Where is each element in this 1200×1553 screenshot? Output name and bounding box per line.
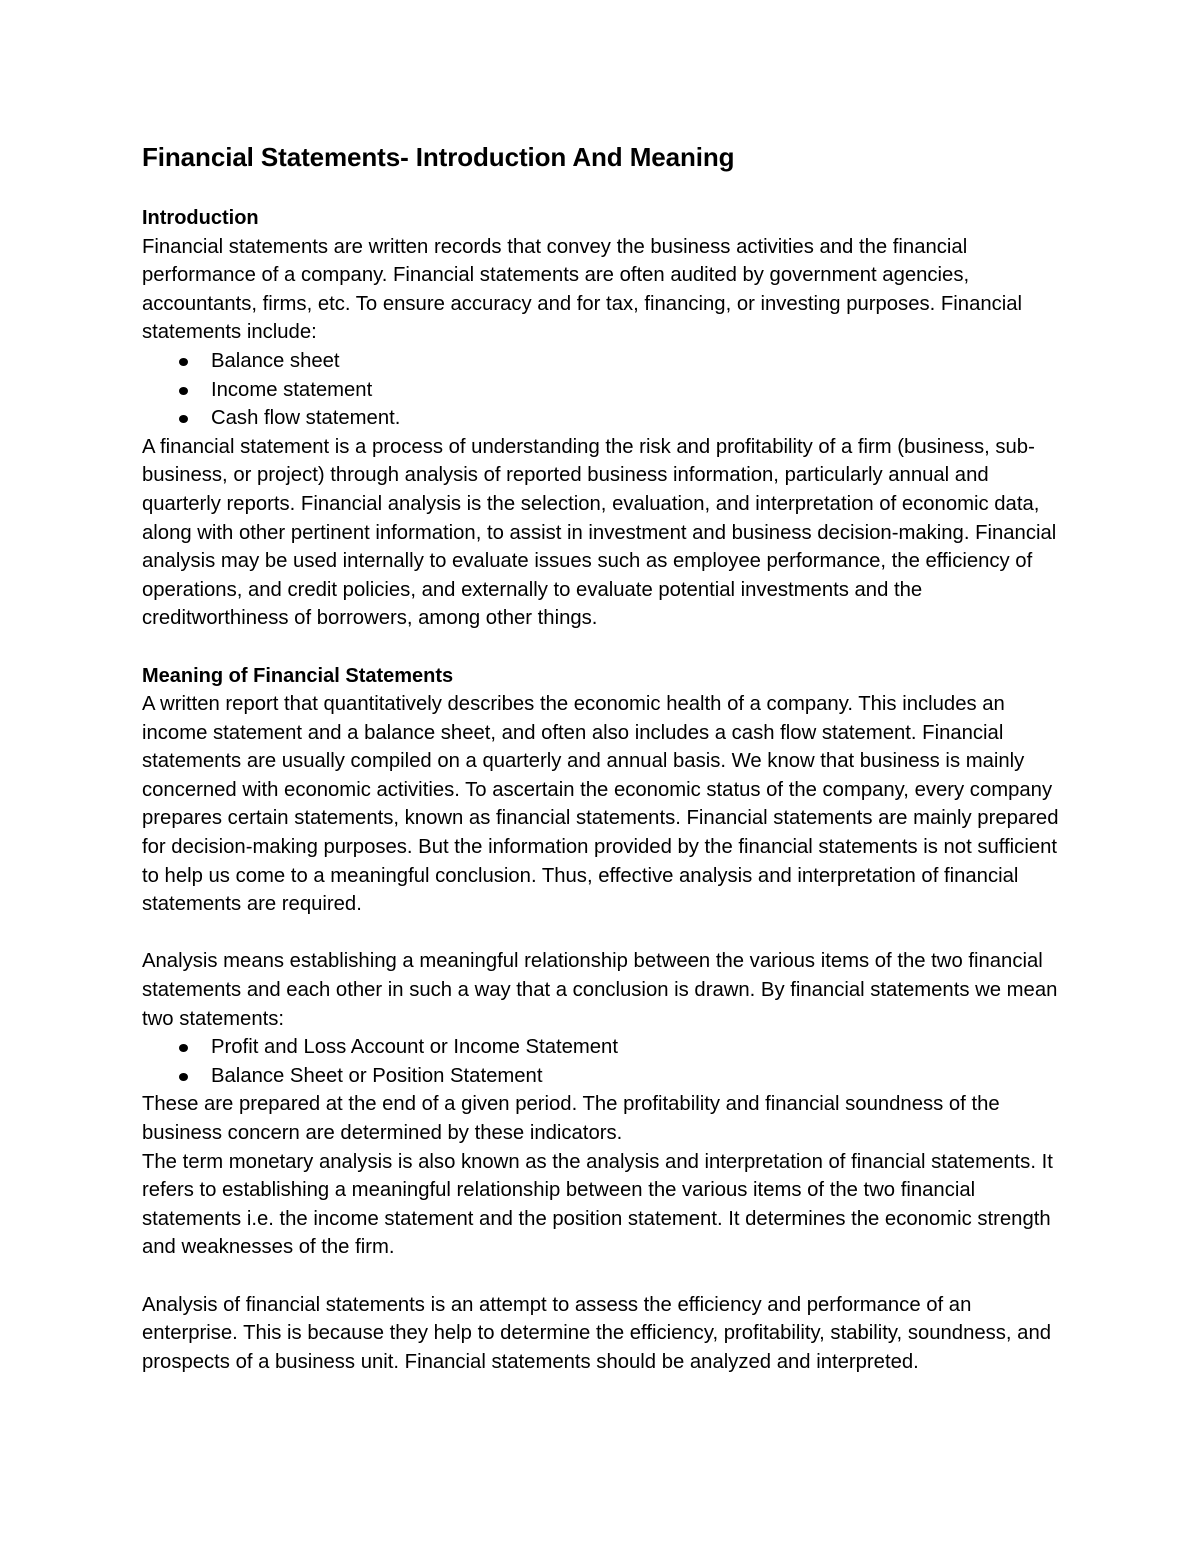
spacer xyxy=(142,1262,1072,1291)
section-heading-introduction: Introduction xyxy=(142,207,259,229)
list-item-text: Income statement xyxy=(211,378,373,401)
list-item-text: Balance Sheet or Position Statement xyxy=(211,1064,543,1087)
meaning-paragraph-1: A written report that quantitatively describes the economic health of a company. This includes an income statement and a balance sheet, and often also includes a cash flow statement. Financial statements are usually compiled on a quarterly and annual basis. We know that business is mainly concerned with economic activities. To ascertain the economic status of the company, every company prepares certain statements, known as financial statements. Financial statements are mainly prepared for decision-making purposes. But the information provided by the financial statements is not sufficient to help us come to a meaningful conclusion. Thus, effective analysis and interpretation of financial statements are required. xyxy=(142,693,1059,916)
meaning-paragraph-5: Analysis of financial statements is an attempt to assess the efficiency and performance of an enterprise. This is because they help to determine the efficiency, profitability, stability, soundness, and prospects of a business unit. Financial statements should be analyzed and interpreted. xyxy=(142,1293,1052,1373)
bullet-icon xyxy=(179,1044,188,1052)
intro-statement-list xyxy=(142,347,1072,433)
list-item xyxy=(142,347,1072,376)
bullet-icon xyxy=(179,1073,188,1081)
list-item-text: Profit and Loss Account or Income Statement xyxy=(211,1036,618,1059)
bullet-icon xyxy=(179,387,188,395)
list-item xyxy=(142,376,1072,405)
spacer xyxy=(142,633,1072,662)
document-page xyxy=(142,140,1072,1376)
spacer xyxy=(142,919,1072,948)
list-item xyxy=(142,1062,1072,1091)
intro-paragraph-1: Financial statements are written records that convey the business activities and the financial performance of a company. Financial statements are often audited by government agencies, accountants, firms, etc. To ensure accuracy and for tax, financing, or investing purposes. Financial statements include: xyxy=(142,235,1023,344)
list-item xyxy=(142,1033,1072,1062)
bullet-icon xyxy=(179,358,188,366)
document-title: Financial Statements- Introduction And Meaning xyxy=(142,142,735,172)
meaning-statement-list xyxy=(142,1033,1072,1090)
list-item-text: Balance sheet xyxy=(211,349,340,372)
spacer xyxy=(142,174,1072,204)
list-item xyxy=(142,404,1072,433)
intro-paragraph-2: A financial statement is a process of understanding the risk and profitability of a firm (business, sub-business, or project) through analysis of reported business information, particularly annual and quarterly reports. Financial analysis is the selection, evaluation, and interpretation of economic data, along with other pertinent information, to assist in investment and business decision-making. Financial analysis may be used internally to evaluate issues such as employee performance, the efficiency of operations, and credit policies, and externally to evaluate potential investments and the creditworthiness of borrowers, among other things. xyxy=(142,435,1057,630)
meaning-paragraph-2: Analysis means establishing a meaningful relationship between the various items of the two financial statements and each other in such a way that a conclusion is drawn. By financial statements we mean two statements: xyxy=(142,950,1058,1030)
meaning-paragraph-4: The term monetary analysis is also known as the analysis and interpretation of financial statements. It refers to establishing a meaningful relationship between the various items of the two financial statements i.e. the income statement and the position statement. It determines the economic strength and weaknesses of the firm. xyxy=(142,1150,1053,1259)
meaning-paragraph-3: These are prepared at the end of a given period. The profitability and financial soundness of the business concern are determined by these indicators. xyxy=(142,1093,1000,1144)
list-item-text: Cash flow statement. xyxy=(211,407,401,430)
section-heading-meaning: Meaning of Financial Statements xyxy=(142,664,454,687)
bullet-icon xyxy=(179,415,188,423)
